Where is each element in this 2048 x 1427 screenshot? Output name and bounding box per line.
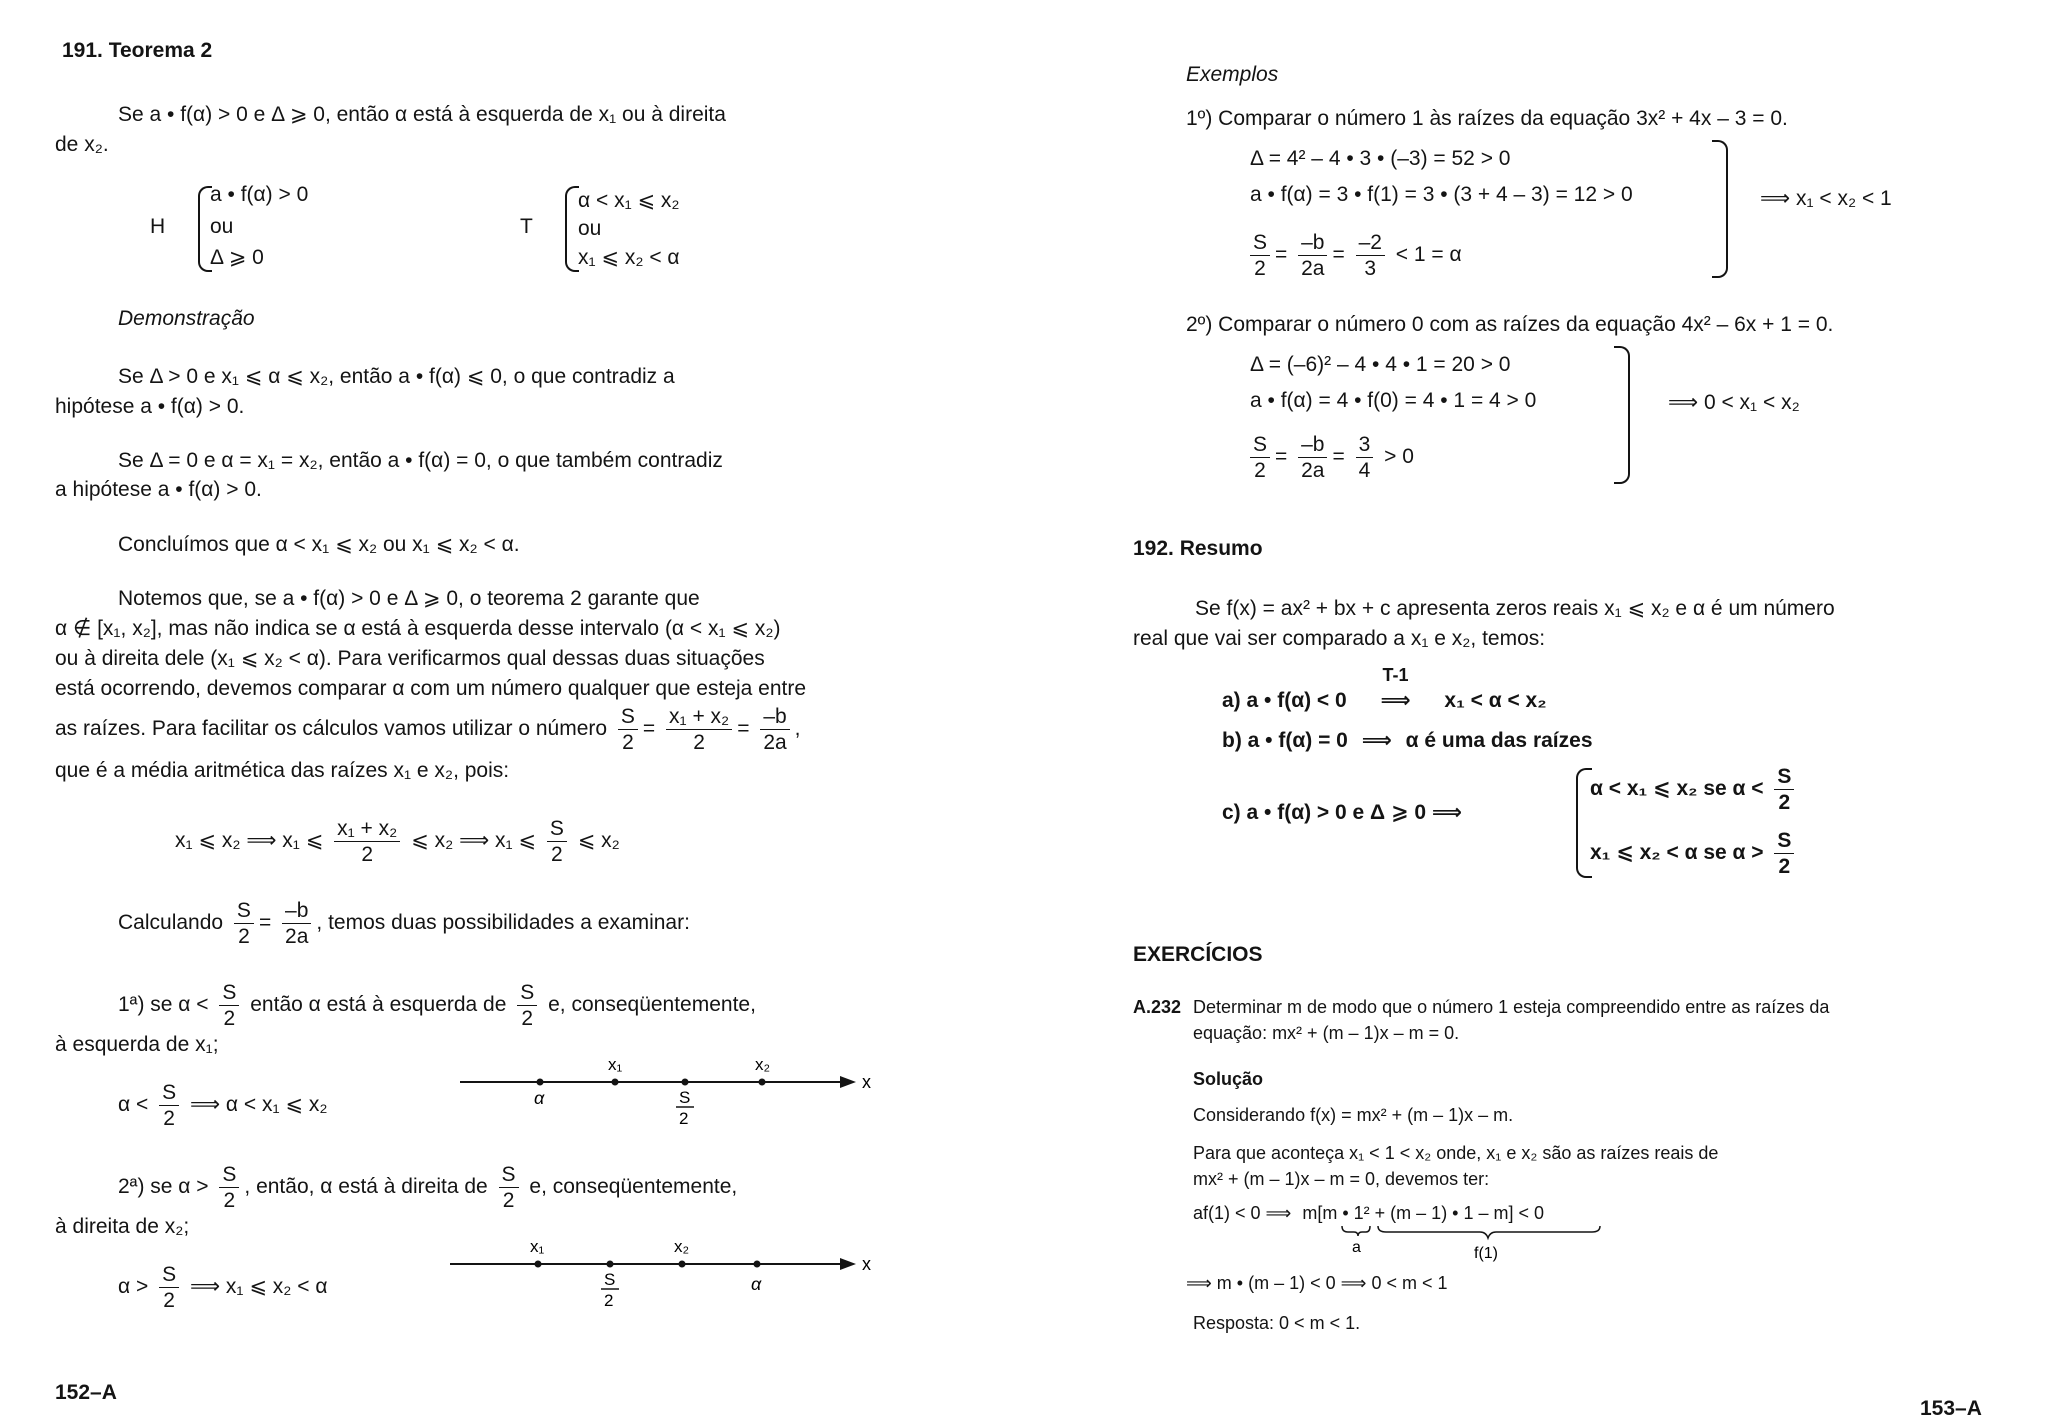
conclusion-line: Concluímos que α < x₁ ⩽ x₂ ou x₁ ⩽ x₂ < α. [118,533,520,556]
notemos-line3: ou à direita dele (x₁ ⩽ x₂ < α). Para verificarmos qual dessas duas situações [55,647,765,670]
point-x2 [679,1261,686,1268]
theorem-statement-line2: de x₂. [55,133,109,156]
svg-text:S: S [604,1270,616,1289]
point-alpha [537,1079,544,1086]
demo-p1-line2: hipótese a • f(α) > 0. [55,395,245,418]
demonstration-title: Demonstração [118,307,255,330]
resumo-item-c-case1: α < x₁ ⩽ x₂ se α < $\frac{S}{2}$ [1590,766,1799,813]
thesis-label: T [520,215,533,238]
svg-text:S: S [679,1088,691,1107]
svg-text:α: α [751,1274,762,1294]
number-line-case2 [450,1228,870,1312]
calculando-line: Calculando $\frac{S}{2}$ = $\frac{-b}{2a}$ , temos duas possibilidades a examinar: [118,899,690,948]
example2-line2: a • f(α) = 4 • f(0) = 4 • 1 = 4 > 0 [1250,389,1537,412]
example2-line1: Δ = (–6)² – 4 • 4 • 1 = 20 > 0 [1250,353,1511,376]
exercises-title: EXERCÍCIOS [1133,943,1263,966]
svg-text:x₂: x₂ [755,1055,771,1074]
thesis-brace [565,186,579,272]
point-alpha [754,1261,761,1268]
hypothesis-line1: a • f(α) > 0 [210,183,309,206]
example2-result: ⟹ 0 < x₁ < x₂ [1668,391,1800,414]
demo-p2-line1: Se Δ = 0 e α = x₁ = x₂, então a • f(α) = 0, o que também contradiz [118,449,723,472]
resumo-item-b: b) a • f(α) = 0 ⟹ α é uma das raízes [1222,729,1593,752]
solution-line5: ⟹ m • (m – 1) < 0 ⟹ 0 < m < 1 [1186,1273,1448,1293]
example2-line3: $\frac{S}{2}$ = $\frac{-b}{2a}$ = $\frac{3}{4}$ > 0 [1245,434,1414,481]
svg-text:2: 2 [604,1291,614,1310]
fraction-minus-b-over-2a: $\frac{-b}{2a}$ [760,706,789,753]
thesis-line1: α < x₁ ⩽ x₂ [578,189,680,212]
case1-relation: α < $\frac{S}{2}$ ⟹ α < x₁ ⩽ x₂ [118,1081,328,1130]
point-x1 [535,1261,542,1268]
notemos-line1: Notemos que, se a • f(α) > 0 e Δ ⩾ 0, o teorema 2 garante que [118,587,700,610]
solution-title: Solução [1193,1069,1264,1089]
hypothesis-line2: ou [210,215,234,238]
example2-title: 2º) Comparar o número 0 com as raízes da equação 4x² – 6x + 1 = 0. [1186,313,1834,336]
example1-result: ⟹ x₁ < x₂ < 1 [1760,187,1892,210]
hypothesis-label: H [150,215,166,238]
page-number-left: 152–A [55,1381,117,1404]
svg-text:x₂: x₂ [674,1237,690,1256]
exercise-code: A.232 [1133,997,1182,1017]
solution-line3: mx² + (m – 1)x – m = 0, devemos ter: [1193,1169,1490,1189]
example2-brace [1614,346,1630,484]
point-x1 [612,1079,619,1086]
inequality-chain: x₁ ⩽ x₂ ⟹ x₁ ⩽ $\frac{\text{x₁ + x₂}}{2}$ ⩽ x₂ ⟹ x₁ ⩽ $\frac{S}{2}$ ⩽ x₂ [175,817,620,866]
thesis-line2: ou [578,217,602,240]
example1-line2: a • f(α) = 3 • f(1) = 3 • (3 + 4 – 3) = 12 > 0 [1250,183,1633,206]
point-s-over-2 [682,1079,689,1086]
notemos-line5: as raízes. Para facilitar os cálculos vamos utilizar o número $\frac{S}{2}$ = $\frac{\text{x₁ + x₂}}{2}$ = $\frac{-b}{2a}$ , [55,705,801,754]
page-number-right: 153–A [1920,1397,1982,1420]
svg-text:x₁: x₁ [608,1055,623,1074]
svg-text:f(1): f(1) [1474,1245,1498,1262]
example1-line1: Δ = 4² – 4 • 3 • (–3) = 52 > 0 [1250,147,1511,170]
resumo-line2: real que vai ser comparado a x₁ e x₂, temos: [1133,627,1546,650]
exercise-line2: equação: mx² + (m – 1)x – m = 0. [1193,1023,1460,1043]
resumo-item-a: a) a • f(α) < 0 T-1 ⟹ x₁ < α < x₂ [1222,665,1547,713]
point-s-over-2 [607,1261,614,1268]
theorem-statement-line1: Se a • f(α) > 0 e Δ ⩾ 0, então α está à esquerda de x₁ ou à direita [118,103,726,126]
resumo-line1: Se f(x) = ax² + bx + c apresenta zeros reais x₁ ⩽ x₂ e α é um número [1195,597,1835,620]
number-line-case1 [460,1046,880,1126]
notemos-line2: α ∉ [x₁, x₂], mas não indica se α está à esquerda desse intervalo (α < x₁ ⩽ x₂) [55,617,781,640]
case2-relation: α > $\frac{S}{2}$ ⟹ x₁ ⩽ x₂ < α [118,1263,328,1312]
svg-text:2: 2 [679,1109,689,1128]
notemos-line6: que é a média aritmética das raízes x₁ e x₂, pois: [55,759,510,782]
svg-text:x: x [862,1254,871,1274]
fraction-s-over-2: $\frac{S}{2}$ [618,706,638,753]
case2-line2: à direita de x₂; [55,1215,190,1238]
case2-line1: 2ª) se α > $\frac{S}{2}$ , então, α está à direita de $\frac{S}{2}$ e, conseqüentemente, [118,1163,738,1212]
case1-line2: à esquerda de x₁; [55,1033,219,1056]
solution-line4: af(1) < 0 ⟹ m[m • 1² + (m – 1) • 1 – m] < 0 [1193,1203,1545,1223]
solution-line1: Considerando f(x) = mx² + (m – 1)x – m. [1193,1105,1514,1125]
solution-underbraces [1340,1224,1610,1264]
examples-title: Exemplos [1186,63,1279,86]
case1-line1: 1ª) se α < $\frac{S}{2}$ então α está à esquerda de $\frac{S}{2}$ e, conseqüentemente, [118,981,756,1030]
notemos-line4: está ocorrendo, devemos comparar α com um número qualquer que esteja entre [55,677,807,700]
svg-text:x₁: x₁ [530,1237,545,1256]
exercise-line1: Determinar m de modo que o número 1 esteja compreendido entre as raízes da [1193,997,1830,1017]
demo-p2-line2: a hipótese a • f(α) > 0. [55,478,262,501]
hypothesis-line3: Δ ⩾ 0 [210,246,264,269]
section-title-191: 191. Teorema 2 [62,39,213,62]
point-x2 [759,1079,766,1086]
section-title-192: 192. Resumo [1133,537,1263,560]
demo-p1-line1: Se Δ > 0 e x₁ ⩽ α ⩽ x₂, então a • f(α) ⩽ 0, o que contradiz a [118,365,675,388]
thesis-line3: x₁ ⩽ x₂ < α [578,246,680,269]
example1-title: 1º) Comparar o número 1 às raízes da equação 3x² + 4x – 3 = 0. [1186,107,1788,130]
svg-text:x: x [862,1072,871,1092]
solution-line2: Para que aconteça x₁ < 1 < x₂ onde, x₁ e x₂ são as raízes reais de [1193,1143,1719,1163]
svg-text:a: a [1352,1239,1361,1256]
fraction-x1-plus-x2-over-2: $\frac{\text{x₁ + x₂}}{2}$ [666,706,732,753]
example1-line3: $\frac{S}{2}$ = $\frac{-b}{2a}$ = $\frac{-2}{3}$ < 1 = α [1245,232,1462,279]
example1-brace [1712,140,1728,278]
resumo-item-c: c) a • f(α) > 0 e Δ ⩾ 0 ⟹ [1222,801,1463,824]
solution-answer: Resposta: 0 < m < 1. [1193,1313,1361,1333]
svg-text:α: α [534,1088,545,1108]
resumo-item-c-case2: x₁ ⩽ x₂ < α se α > $\frac{S}{2}$ [1590,830,1799,877]
